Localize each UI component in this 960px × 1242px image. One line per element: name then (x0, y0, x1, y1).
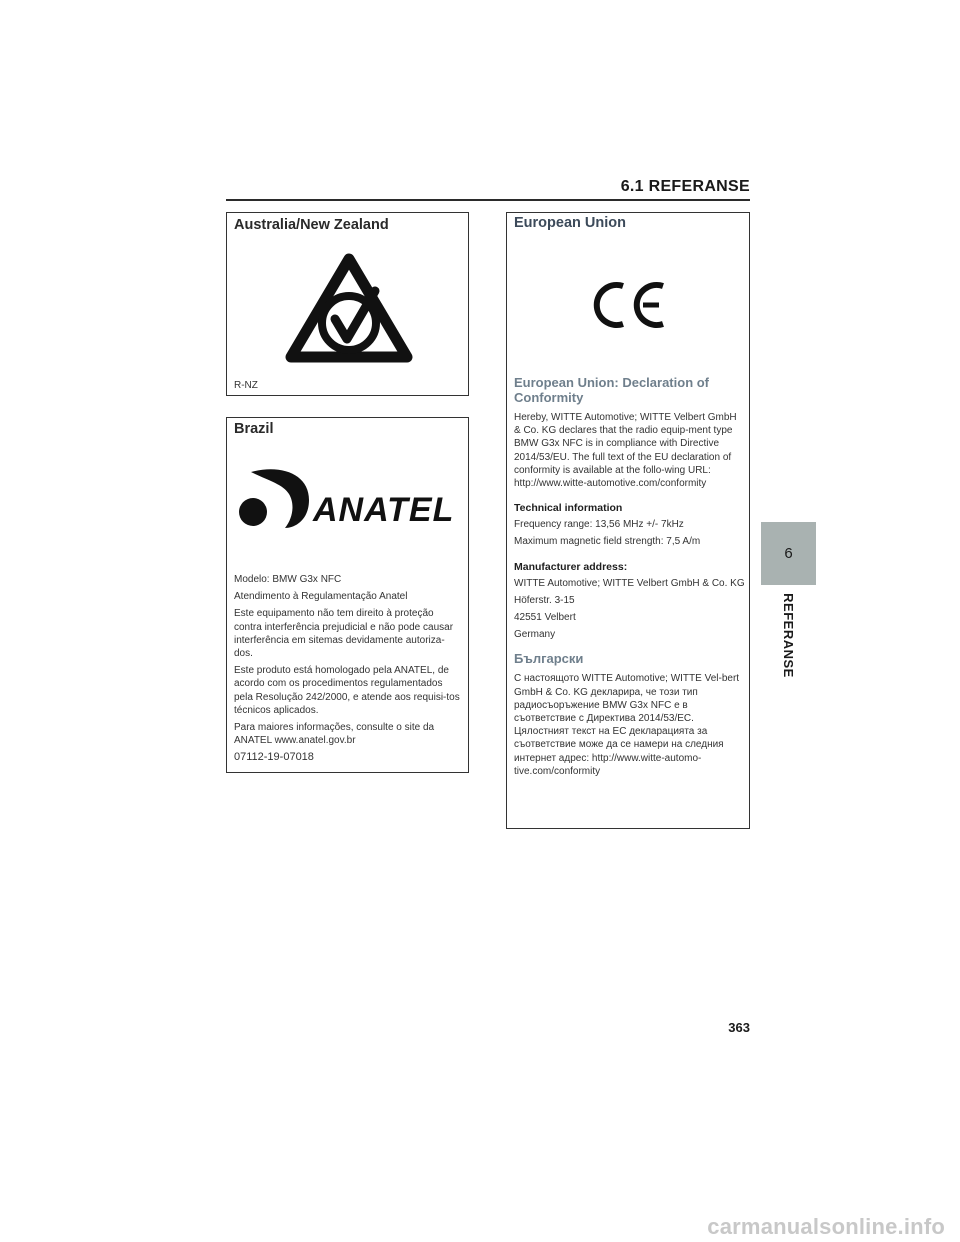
eu-box (506, 212, 750, 829)
brazil-cert-number: 07112-19-07018 (234, 751, 314, 764)
brazil-homologation-note: Este produto está homologado pela ANATEL, de acordo com os procedimentos regulamentados pela Resolução 242/2000, e atende aos requisi-tos técnicos aplicados. (234, 665, 460, 716)
eu-title: European Union (514, 215, 626, 231)
eu-declaration-title: European Union: Declaration of Conformity (514, 375, 710, 405)
brazil-text (234, 573, 463, 769)
bulgarian-text: С настоящото WITTE Automotive; WITTE Vel-bert GmbH & Co. KG декларира, че този тип радиосъоръжение BMW G3x NFC е в съответствие с Директива 2014/53/ЕС. Цялостният текст на ЕС декларацията за съответствие може да се намери на следния интернет адрес: http://www.witte-automo-tive.com/conformity (514, 673, 740, 777)
australia-code: R-NZ (234, 380, 258, 391)
ce-mark-icon (589, 281, 669, 329)
brazil-compliance: Atendimento à Regulamentação Anatel (234, 591, 408, 603)
chapter-side-label (760, 590, 816, 680)
manufacturer-country: Germany (514, 629, 556, 641)
australia-title: Australia/New Zealand (234, 217, 389, 233)
watermark: carmanualsonline.info (707, 1214, 945, 1239)
brazil-title: Brazil (234, 421, 274, 437)
manufacturer-name: WITTE Automotive; WITTE Velbert GmbH & Co. KG (514, 577, 745, 589)
section-header: 6.1 REFERANSE (620, 178, 750, 195)
frequency-range: Frequency range: 13,56 MHz +/- 7kHz (514, 519, 684, 531)
header-rule (226, 199, 750, 201)
anatel-logo-icon (233, 464, 313, 530)
australia-box (226, 212, 469, 396)
chapter-tab[interactable]: 6 (761, 522, 816, 585)
anatel-logo-text: ANATEL (313, 491, 455, 529)
bulgarian-title: Български (514, 651, 584, 667)
manufacturer-label: Manufacturer address: (514, 560, 628, 573)
rcm-compliance-mark-icon (279, 249, 419, 369)
page-number: 363 (728, 1020, 750, 1035)
eu-declaration-text: Hereby, WITTE Automotive; WITTE Velbert GmbH & Co. KG declares that the radio equip-ment type BMW G3x NFC is in compliance with Directive 2014/53/EU. The full text of the EU declaration of conformity is available at the follo-wing URL: http://www.witte-automotive.com/conformity (514, 412, 737, 490)
chapter-side-label-text: REFERANSE (780, 592, 796, 678)
brazil-box (226, 417, 469, 773)
brazil-model: Modelo: BMW G3x NFC (234, 574, 342, 585)
manufacturer-street: Höferstr. 3-15 (514, 594, 575, 606)
brazil-interference-note: Este equipamento não tem direito à proteção contra interferência prejudicial e não pode causar interferência em sitemas devidamente autoriza-dos. (234, 608, 454, 660)
magnetic-field-strength: Maximum magnetic field strength: 7,5 A/m (514, 536, 701, 548)
manufacturer-city: 42551 Velbert (514, 612, 576, 624)
technical-info-label: Technical information (514, 502, 623, 515)
brazil-info-note: Para maiores informações, consulte o site da ANATEL www.anatel.gov.br (234, 722, 435, 747)
eu-content (514, 375, 746, 782)
